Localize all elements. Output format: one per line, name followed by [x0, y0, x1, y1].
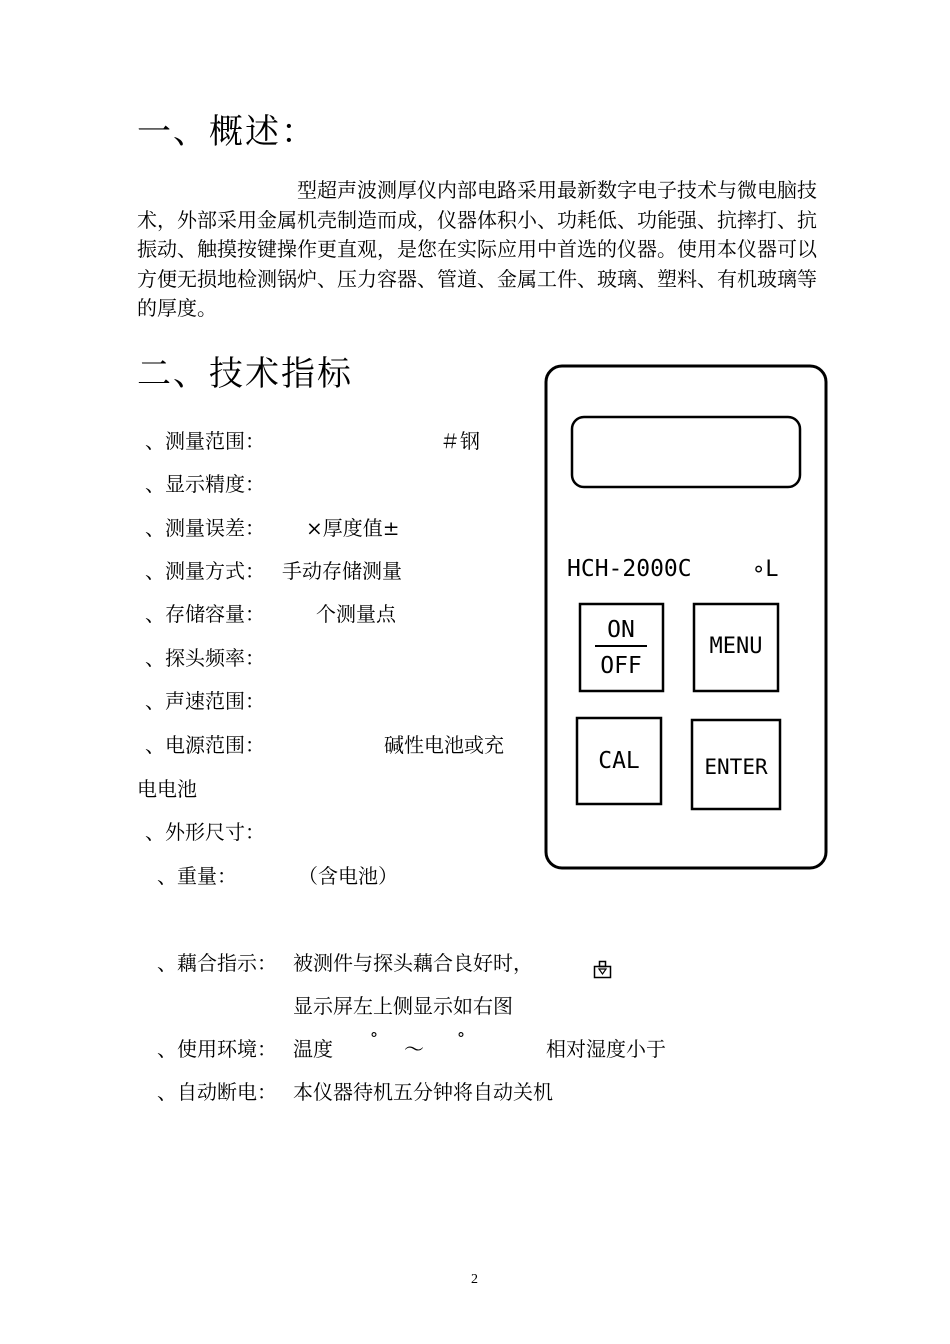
- spec-label-power: 、电源范围：: [145, 733, 265, 757]
- model-label: HCH-2000C: [567, 556, 692, 582]
- spec-label-frequency: 、探头频率：: [145, 646, 265, 670]
- spec-value-method: 手动存储测量: [282, 559, 402, 583]
- page-number: 2: [471, 1272, 478, 1287]
- spec-value-coupling-line2: 显示屏左上侧显示如右图: [293, 994, 513, 1018]
- cal-label: CAL: [598, 748, 640, 774]
- coupling-indicator-icon: [593, 960, 613, 980]
- spec-label-method: 、测量方式：: [145, 559, 265, 583]
- spec-value-coupling-line1: 被测件与探头藕合良好时，: [293, 951, 533, 975]
- spec-value-range: ＃钢: [440, 429, 480, 453]
- device-illustration: [540, 360, 832, 874]
- spec-value-weight: （含电池）: [298, 864, 398, 888]
- cal-button[interactable]: [577, 718, 661, 804]
- lcd-screen: [572, 417, 800, 487]
- enter-button[interactable]: [692, 720, 780, 809]
- spec-label-range: 、测量范围：: [145, 429, 265, 453]
- spec-env-humidity: 相对湿度小于: [546, 1037, 666, 1061]
- enter-label: ENTER: [704, 755, 768, 779]
- spec-label-weight: 、重量：: [157, 864, 237, 888]
- on-off-button[interactable]: [580, 604, 663, 691]
- spec-env-deg2: °: [457, 1029, 465, 1048]
- spec-env-tilde: ～: [404, 1037, 424, 1061]
- spec-env-temp: 温度: [293, 1037, 333, 1061]
- spec-env-deg1: °: [370, 1029, 378, 1048]
- spec-label-velocity: 、声速范围：: [145, 689, 265, 713]
- off-label: OFF: [600, 653, 642, 679]
- spec-label-autooff: 、自动断电：: [157, 1080, 277, 1104]
- section-heading-overview: 一、概述：: [137, 112, 317, 152]
- indicator-label: ∘L: [752, 557, 779, 582]
- spec-value-error: ×厚度值±: [306, 516, 400, 540]
- spec-value-storage: 个测量点: [316, 602, 396, 626]
- menu-button[interactable]: [694, 604, 778, 691]
- spec-label-storage: 、存储容量：: [145, 602, 265, 626]
- overview-paragraph: 型超声波测厚仪内部电路采用最新数字电子技术与微电脑技术，外部采用金属机壳制造而成，仪器体积小、功耗低、功能强、抗摔打、抗振动、触摸按键操作更直观，是您在实际应用中首选的仪器。使用本仪器可以方便无损地检测锅炉、压力容器、管道、金属工件、玻璃、塑料、有机玻璃等的厚度。: [137, 178, 817, 320]
- menu-label: MENU: [709, 634, 763, 659]
- spec-label-dimensions: 、外形尺寸：: [145, 820, 265, 844]
- spec-value-power: 碱性电池或充: [384, 733, 504, 757]
- spec-label-environment: 、使用环境：: [157, 1037, 277, 1061]
- spec-label-coupling: 、藕合指示：: [157, 951, 277, 975]
- section-heading-specs: 二、技术指标: [137, 354, 353, 394]
- spec-value-autooff: 本仪器待机五分钟将自动关机: [293, 1080, 553, 1104]
- spec-power-continued: 电电池: [137, 777, 197, 801]
- spec-label-precision: 、显示精度：: [145, 472, 265, 496]
- on-label: ON: [607, 617, 635, 643]
- spec-label-error: 、测量误差：: [145, 516, 265, 540]
